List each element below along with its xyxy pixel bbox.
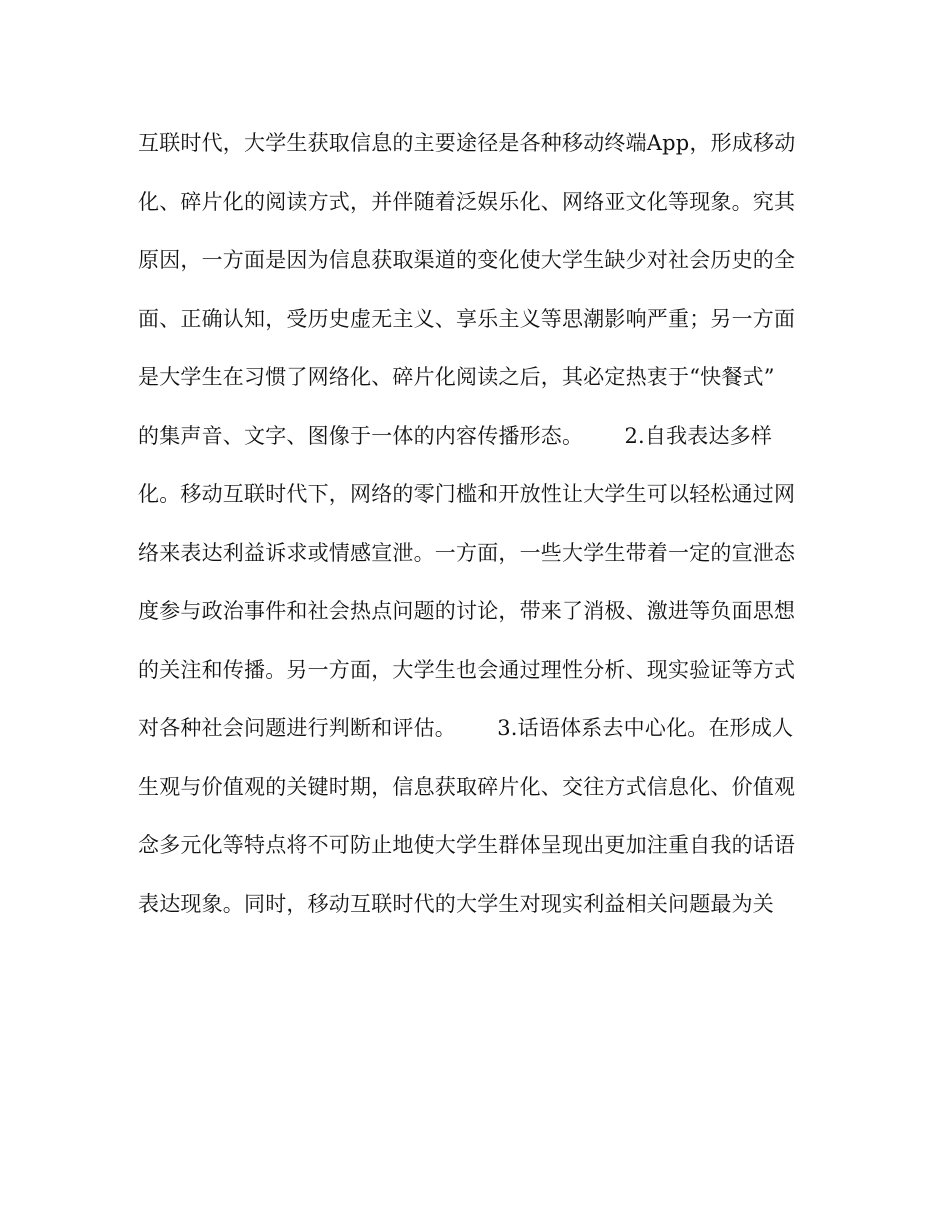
text-line: 化。移动互联时代下，网络的零门槛和开放性让大学生可以轻松通过网 [138,482,796,506]
text-line: 念多元化等特点将不可防止地使大学生群体呈现出更加注重自我的话语 [138,833,796,857]
text-line: 是大学生在习惯了网络化、碎片化阅读之后，其必定热衷于“快餐式” [138,365,775,389]
text-line: 表达现象。同时，移动互联时代的大学生对现实利益相关问题最为关 [138,891,774,916]
text-line: 的关注和传播。另一方面，大学生也会通过理性分析、现实验证等方式 [138,657,796,682]
text-line: 度参与政治事件和社会热点问题的讨论，带来了消极、激进等负面思想 [138,599,796,623]
text-line: 化、碎片化的阅读方式，并伴随着泛娱乐化、网络亚文化等现象。究其 [138,189,796,214]
text-line: 互联时代，大学生获取信息的主要途径是各种移动终端App，形成移动 [138,131,796,155]
text-line: 络来表达利益诉求或情感宣泄。一方面，一些大学生带着一定的宣泄态 [138,540,796,565]
text-line: 生观与价值观的关键时期，信息获取碎片化、交往方式信息化、价值观 [138,774,796,799]
body-text [138,120,838,939]
text-line: 原因，一方面是因为信息获取渠道的变化使大学生缺少对社会历史的全 [138,248,796,272]
text-line: 的集声音、文字、图像于一体的内容传播形态。 2.自我表达多样 [138,423,773,448]
text-line: 面、正确认知，受历史虚无主义、享乐主义等思潮影响严重；另一方面 [138,306,796,331]
text-line: 对各种社会问题进行判断和评估。 3.话语体系去中心化。在形成人 [138,716,794,740]
